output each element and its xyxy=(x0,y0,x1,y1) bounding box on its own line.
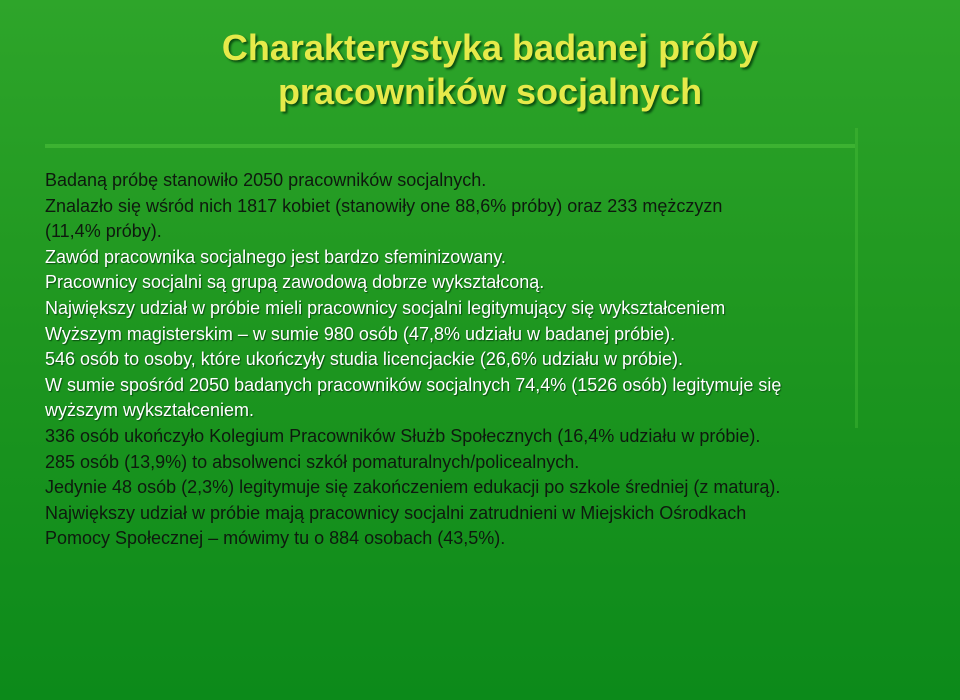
body-line: Największy udział w próbie mieli pracownicy socjalni legitymujący się wykształceniem xyxy=(45,297,726,318)
slide-title-line-1: Charakterystyka badanej próby xyxy=(221,27,759,68)
slide-title xyxy=(0,26,960,114)
slide-body-text xyxy=(45,168,945,552)
body-line: Pracownicy socjalni są grupą zawodową dobrze wykształconą. xyxy=(45,272,545,293)
decorative-top-bar xyxy=(45,144,855,148)
body-line: W sumie spośród 2050 badanych pracowników socjalnych 74,4% (1526 osób) legitymuje się xyxy=(45,374,782,395)
body-line: Największy udział w próbie mają pracownicy socjalni zatrudnieni w Miejskich Ośrodkach xyxy=(45,502,747,523)
slide-title-line-2: pracowników socjalnych xyxy=(277,71,703,112)
body-line: Zawód pracownika socjalnego jest bardzo sfeminizowany. xyxy=(45,246,506,267)
body-line: Jedynie 48 osób (2,3%) legitymuje się zakończeniem edukacji po szkole średniej (z maturą). xyxy=(45,477,781,498)
body-line: 336 osób ukończyło Kolegium Pracowników Służb Społecznych (16,4% udziału w próbie). xyxy=(45,425,761,446)
body-line: (11,4% próby). xyxy=(45,221,162,242)
body-line: Wyższym magisterskim – w sumie 980 osób (47,8% udziału w badanej próbie). xyxy=(45,323,676,344)
body-line: Pomocy Społecznej – mówimy tu o 884 osobach (43,5%). xyxy=(45,528,506,549)
body-line: 285 osób (13,9%) to absolwenci szkół pomaturalnych/policealnych. xyxy=(45,451,580,472)
body-line: Znalazło się wśród nich 1817 kobiet (stanowiły one 88,6% próby) oraz 233 mężczyzn xyxy=(45,195,723,216)
body-line: Badaną próbę stanowiło 2050 pracowników socjalnych. xyxy=(45,170,487,190)
body-line: 546 osób to osoby, które ukończyły studia licencjackie (26,6% udziału w próbie). xyxy=(45,349,684,370)
body-line: wyższym wykształceniem. xyxy=(45,400,255,421)
